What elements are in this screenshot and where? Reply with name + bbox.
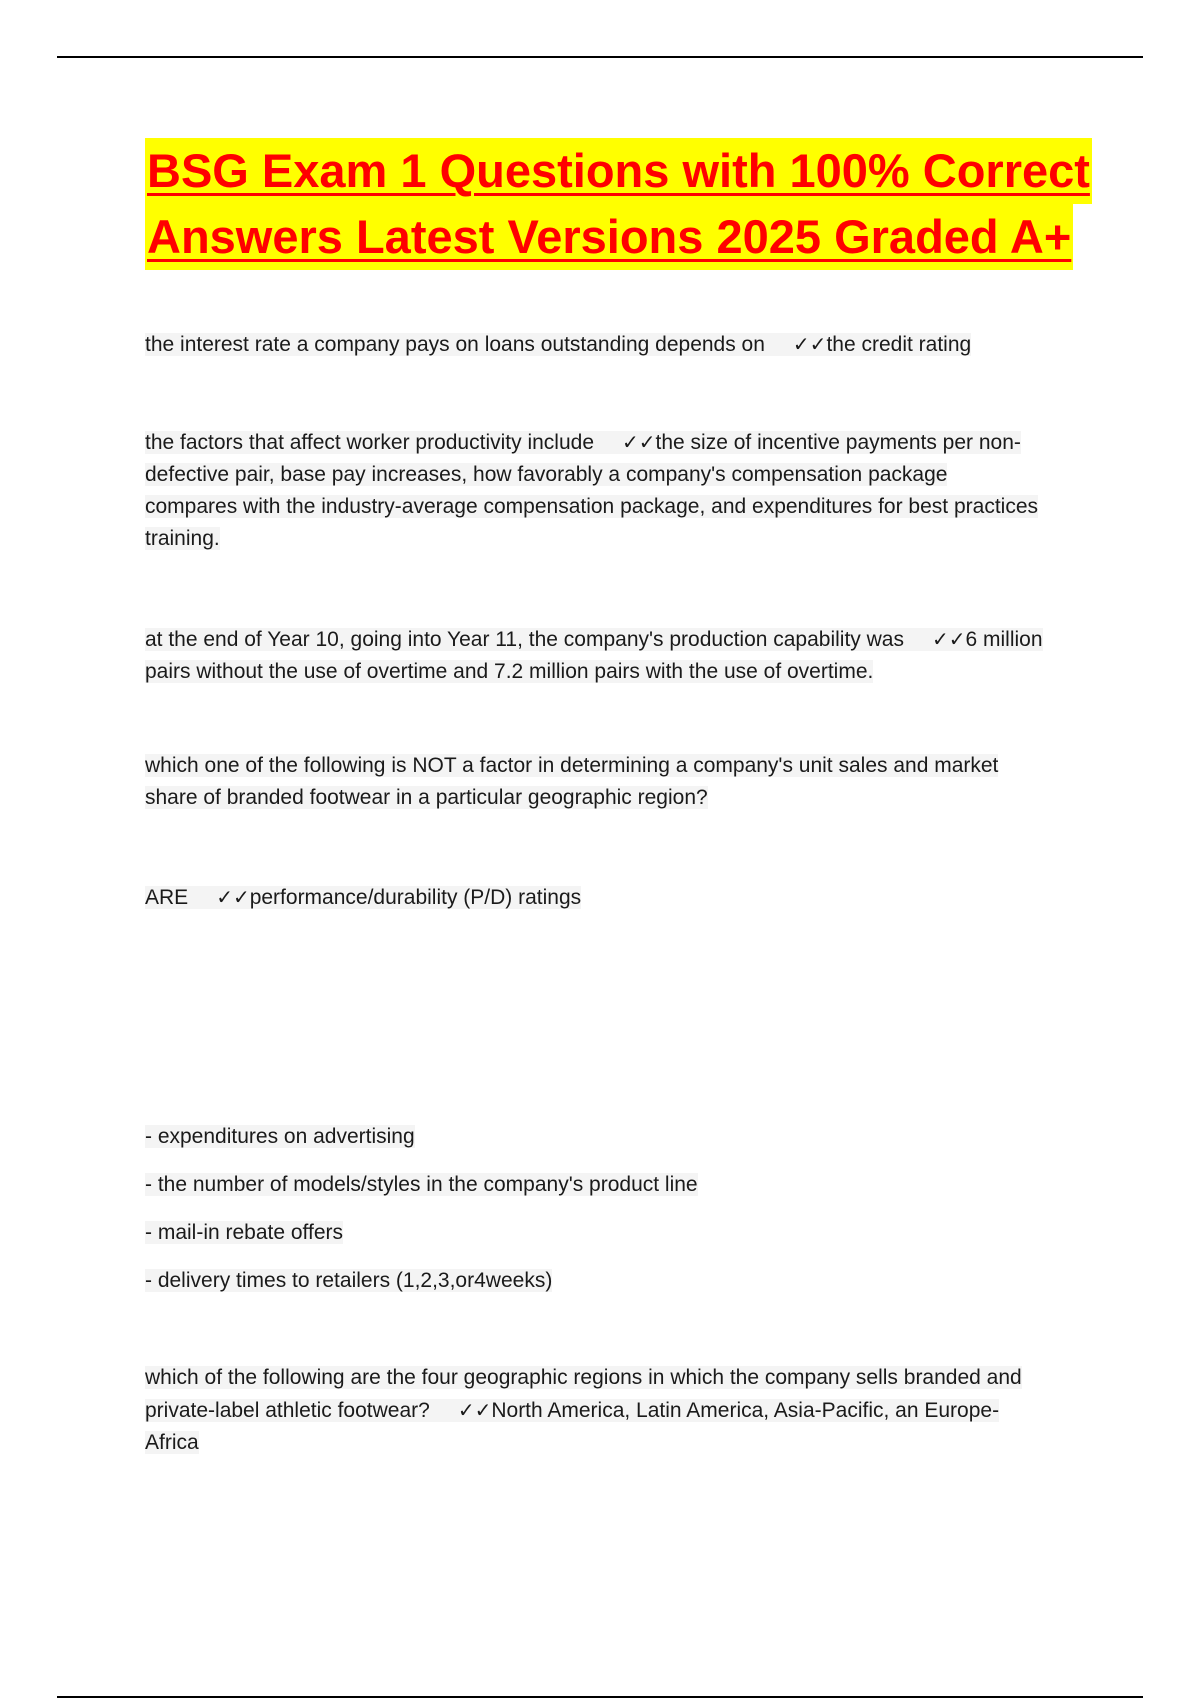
list-item: - the number of models/styles in the company's product line: [145, 1173, 698, 1196]
question-text: the interest rate a company pays on loans outstanding depends on: [145, 333, 765, 356]
list-item: - expenditures on advertising: [145, 1125, 415, 1148]
qa-item-4: [145, 750, 1045, 814]
title-line-2: Answers Latest Versions 2025 Graded A+: [145, 204, 1073, 270]
question-text: the factors that affect worker productivity include: [145, 431, 594, 454]
qa-item-1: [145, 328, 1045, 361]
question-text: at the end of Year 10, going into Year 11, the company's production capability was: [145, 628, 904, 651]
bottom-rule: [57, 1696, 1143, 1698]
qa-item-2: [145, 426, 1045, 555]
qa-item-3: [145, 623, 1045, 688]
option-list: [145, 1121, 845, 1313]
check-icon: ✓✓: [622, 430, 656, 454]
answer-text: North America, Latin America, Asia-Pacific, an Europe-Africa: [145, 1399, 1000, 1454]
answer-text: the size of incentive payments per non-defective pair, base pay increases, how favorably a company's compensation package compares with the industry-average compensation package, and expenditures for best practices training.: [145, 431, 1038, 550]
title-line-1: BSG Exam 1 Questions with 100% Correct: [145, 138, 1092, 204]
list-item: - delivery times to retailers (1,2,3,or4weeks): [145, 1269, 553, 1292]
top-rule: [57, 56, 1143, 58]
answer-text: 6 million pairs without the use of overtime and 7.2 million pairs with the use of overtime.: [145, 628, 1043, 683]
qa-item-5: [145, 881, 1045, 914]
document-title: [145, 138, 1125, 270]
qa-item-6: [145, 1362, 1045, 1459]
check-icon: ✓✓: [931, 627, 966, 651]
check-icon: ✓✓: [457, 1398, 492, 1422]
check-icon: ✓✓: [216, 885, 250, 909]
question-text: which of the following are the four geographic regions in which the company sells branded and private-label athletic footwear?: [145, 1366, 1022, 1422]
check-icon: ✓✓: [792, 332, 827, 356]
answer-text: the credit rating: [826, 333, 972, 356]
question-text: ARE: [145, 886, 189, 909]
question-text: which one of the following is NOT a factor in determining a company's unit sales and market share of branded footwear in a particular geographic region?: [145, 754, 999, 809]
list-item: - mail-in rebate offers: [145, 1221, 344, 1244]
answer-text: performance/durability (P/D) ratings: [249, 886, 582, 909]
